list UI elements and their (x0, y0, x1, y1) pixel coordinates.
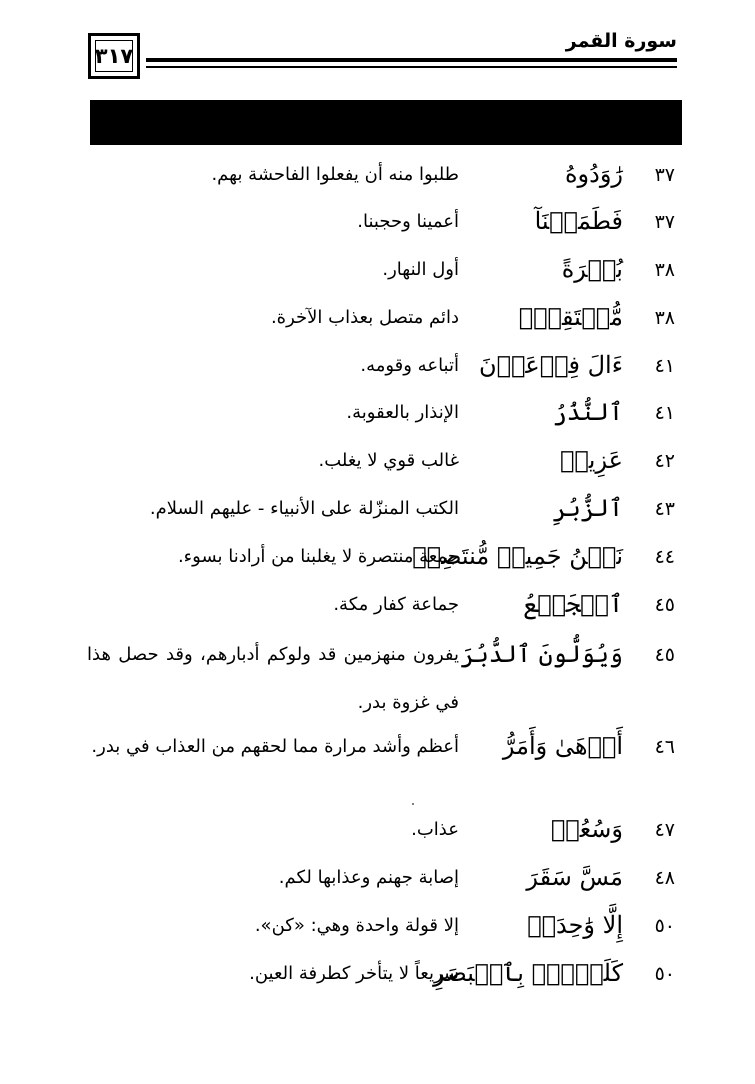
quran-word: ٱلزُّبُرِ (552, 494, 623, 522)
verse-number: ٥٠ (654, 963, 675, 985)
word-meaning: أتباعه وقومه. (360, 355, 459, 376)
word-meaning: أول النهار. (382, 259, 459, 280)
word-meaning: سريعاً لا يتأخر كطرفة العين. (249, 963, 459, 984)
verse-number: ٤١ (654, 355, 675, 377)
quran-word: نَحۡنُ جَمِيعٞ مُّنتَصِرٞ (412, 542, 623, 570)
quran-word: عَزِيزٖ (559, 446, 623, 474)
quran-word: إِلَّا وَٰحِدَةٞ (527, 911, 623, 939)
quran-word: ٱلۡجَمۡعُ (523, 590, 623, 618)
quran-word: وَسُعُرٖ (550, 815, 623, 843)
verse-number: ٤٧ (654, 819, 675, 841)
word-meaning: إصابة جهنم وعذابها لكم. (278, 867, 459, 888)
verse-number: ٤٢ (654, 450, 675, 472)
quran-word: بُكۡرَةً (561, 255, 623, 283)
verse-number: ٣٧ (654, 211, 675, 233)
quran-word: مَسَّ سَقَرَ (526, 863, 623, 891)
verse-number: ٤٦ (654, 736, 675, 758)
verse-number: ٤١ (654, 402, 675, 424)
word-meaning: طلبوا منه أن يفعلوا الفاحشة بهم. (211, 164, 459, 185)
quran-word: وَيُوَلُّونَ ٱلدُّبُرَ (460, 640, 623, 668)
quran-word: أَدۡهَىٰ وَأَمَرُّ (502, 732, 623, 760)
verse-number: ٣٨ (654, 259, 675, 281)
verse-number: ٤٣ (654, 498, 675, 520)
word-meaning: أعظم وأشد مرارة مما لحقهم من العذاب في بدر. (91, 736, 459, 757)
word-meaning: دائم متصل بعذاب الآخرة. (270, 307, 459, 328)
word-meaning: جماعة كفار مكة. (333, 594, 459, 615)
word-meaning: جمعة منتصرة لا يغلبنا من أرادنا بسوء. (177, 546, 459, 567)
word-meaning: يفرون منهزمين قد ولوكم أدبارهم، وقد حصل هذا في غزوة بدر. (87, 644, 459, 713)
word-meaning: الإنذار بالعقوبة. (346, 402, 459, 423)
verse-number: ٤٥ (654, 644, 675, 666)
quran-word: كَلَمۡحِۭ بِٱلۡبَصَرِ (433, 959, 623, 987)
word-meaning: أعمينا وحجبنا. (357, 211, 459, 232)
quran-word: مُّسۡتَقِرّٞ (518, 303, 623, 331)
word-meaning: عذاب. (411, 819, 459, 840)
word-meaning: إلا قولة واحدة وهي: «كن». (254, 915, 459, 936)
page-number: ٣١٧ (95, 40, 133, 72)
quran-word: فَطَمَسۡنَآ (534, 207, 623, 235)
quran-word: رَٰوَدُوهُ (564, 160, 623, 188)
verse-number: ٤٤ (654, 546, 675, 568)
quran-word: ءَالَ فِرۡعَوۡنَ (478, 351, 623, 379)
print-speck (412, 803, 414, 805)
surah-title: سورة القمر (565, 30, 677, 52)
verse-number: ٣٧ (654, 164, 675, 186)
verse-number: ٤٥ (654, 594, 675, 616)
quran-word: ٱلنُّذُرُ (552, 398, 623, 426)
word-meaning: الكتب المنزّلة على الأنبياء - عليهم السلام. (149, 498, 459, 519)
verse-number: ٥٠ (654, 915, 675, 937)
verse-number: ٣٨ (654, 307, 675, 329)
verse-number: ٤٨ (654, 867, 675, 889)
word-meaning: غالب قوي لا يغلب. (318, 450, 459, 471)
